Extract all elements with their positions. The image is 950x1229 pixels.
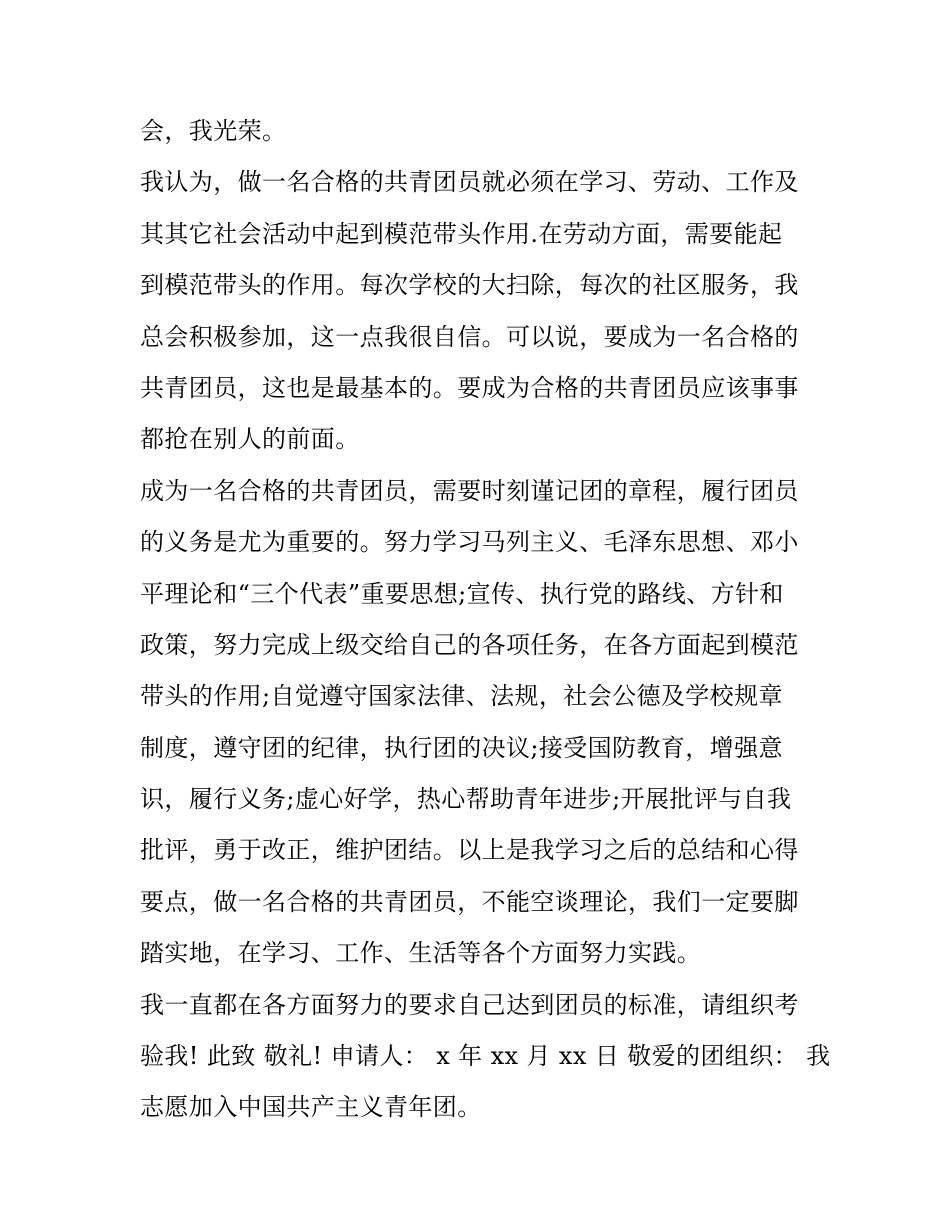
text-line: 平理论和“三个代表”重要思想;宣传、执行党的路线、方针和 <box>140 579 784 608</box>
document-body <box>140 106 831 1134</box>
text-line: 识，履行义务;虚心好学，热心帮助青年进步;开展批评与自我 <box>140 785 792 814</box>
text-line: 踏实地，在学习、工作、生活等各个方面努力实践。 <box>140 939 702 968</box>
text-line: 到模范带头的作用。每次学校的大扫除，每次的社区服务，我 <box>140 271 799 300</box>
text-line: 会，我光荣。 <box>140 117 287 145</box>
text-line: 都抢在别人的前面。 <box>140 425 360 454</box>
text-line: 带头的作用;自觉遵守国家法律、法规，社会公德及学校规章 <box>140 682 783 711</box>
text-line: 批评，勇于改正，维护团结。以上是我学习之后的总结和心得 <box>140 836 799 865</box>
text-line: 其其它社会活动中起到模范带头作用.在劳动方面，需要能起 <box>140 219 783 248</box>
text-line: 的义务是尤为重要的。努力学习马列主义、毛泽东思想、邓小 <box>140 528 799 557</box>
text-line: 我认为，做一名合格的共青团员就必须在学习、劳动、工作及 <box>140 168 799 197</box>
text-line: 我一直都在各方面努力的要求自己达到团员的标准，请组织考 <box>140 990 799 1019</box>
text-line: 制度，遵守团的纪律，执行团的决议;接受国防教育，增强意 <box>140 733 783 762</box>
text-line: 验我! 此致 敬礼! 申请人： x 年 xx 月 xx 日 敬爱的团组织： 我 <box>140 1042 831 1071</box>
text-line: 总会积极参加，这一点我很自信。可以说，要成为一名合格的 <box>140 322 799 351</box>
text-line: 志愿加入中国共产主义青年团。 <box>140 1093 482 1122</box>
text-line: 要点，做一名合格的共青团员，不能空谈理论，我们一定要脚 <box>140 887 799 916</box>
text-line: 政策，努力完成上级交给自己的各项任务，在各方面起到模范 <box>140 630 799 659</box>
text-line: 共青团员，这也是最基本的。要成为合格的共青团员应该事事 <box>140 373 799 402</box>
text-line: 成为一名合格的共青团员，需要时刻谨记团的章程，履行团员 <box>140 476 799 505</box>
